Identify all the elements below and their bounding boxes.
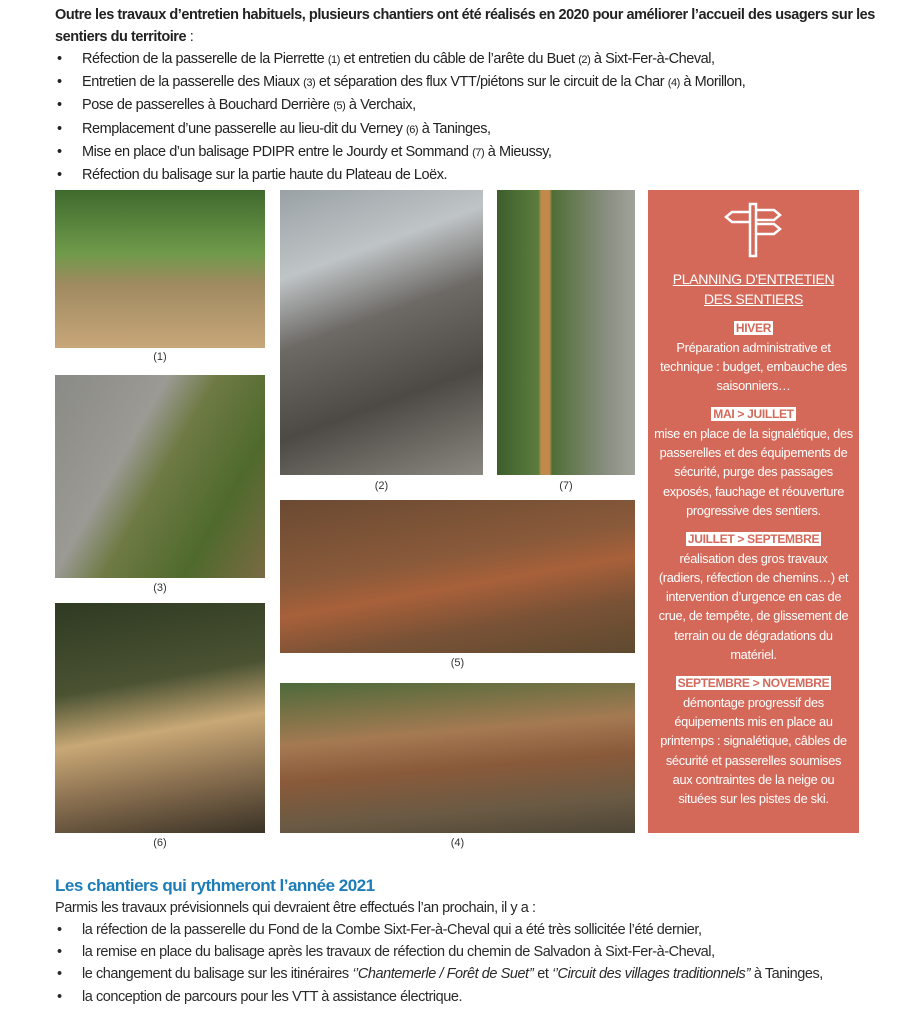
season-label: MAI > JUILLET xyxy=(713,407,794,422)
season-label: JUILLET > SEPTEMBRE xyxy=(687,532,820,547)
season-text: Préparation administrative et technique : budget, embauche des saisonniers… xyxy=(660,339,847,394)
intro-section xyxy=(55,4,875,186)
list-item: • Entretien de la passerelle des Miaux (3) et séparation des flux VTT/piétons sur le circuit de la Char (4) à Morillon, xyxy=(55,71,875,94)
season-text: mise en place de la signalétique, des passerelles et des équipements de sécurité, purge des passages exposés, fauchage et réouverture progressive des sentiers. xyxy=(654,425,853,518)
photo-char-circuit xyxy=(280,683,635,833)
list-item: • Mise en place d’un balisage PDIPR entre le Jourdy et Sommand (7) à Mieussy, xyxy=(55,141,875,164)
photo-miaux-footbridge xyxy=(55,375,265,578)
season-block xyxy=(648,664,859,808)
photo-pierrette-footbridge xyxy=(55,190,265,348)
photo-caption: (2) xyxy=(374,480,389,492)
list-item: • Réfection de la passerelle de la Pierrette (1) et entretien du câble de l’arête du Buet (2) à Sixt-Fer-à-Cheval, xyxy=(55,48,875,71)
photo-verney-footbridge xyxy=(55,603,265,833)
photo-caption: (6) xyxy=(153,837,167,849)
intro-heading-text: Outre les travaux d’entretien habituels, plusieurs chantiers ont été réalisés en 2020 pour améliorer l’accueil des usagers sur les sentiers du territoire xyxy=(55,7,875,45)
planning-title: PLANNING D'ENTRETIEN DES SENTIERS xyxy=(672,271,835,308)
season-block xyxy=(648,520,859,664)
photo-bouchard-footbridge xyxy=(280,500,635,653)
list-item: • Pose de passerelles à Bouchard Derrière (5) à Verchaix, xyxy=(55,94,875,117)
list-item: • la remise en place du balisage après les travaux de réfection du chemin de Salvadon à Sixt-Fer-à-Cheval, xyxy=(55,941,875,963)
season-text: réalisation des gros travaux (radiers, réfection de chemins…) et intervention d’urgence en cas de crue, de tempête, de glissement de terrain ou de dégradations du matériel. xyxy=(658,550,849,663)
outro-list xyxy=(55,919,875,1008)
list-item: • Remplacement d’une passerelle au lieu-dit du Verney (6) à Taninges, xyxy=(55,118,875,141)
season-label: HIVER xyxy=(735,321,772,336)
season-block xyxy=(648,309,859,395)
photo-caption: (5) xyxy=(450,657,465,669)
photo-caption: (3) xyxy=(153,582,167,594)
signpost-icon xyxy=(722,202,786,258)
photo-caption: (1) xyxy=(153,351,167,363)
photo-signpost xyxy=(497,190,635,475)
list-item: • le changement du balisage sur les itinéraires ‘’Chantemerle / Forêt de Suet’’ et ‘’Circuit des villages traditionnels’’ à Taninges, xyxy=(55,963,875,985)
season-label: SEPTEMBRE > NOVEMBRE xyxy=(677,676,830,691)
list-item: • Réfection du balisage sur la partie haute du Plateau de Loëx. xyxy=(55,164,875,186)
photo-caption: (7) xyxy=(559,480,573,492)
list-item: • la réfection de la passerelle du Fond de la Combe Sixt-Fer-à-Cheval qui a été très sollicitée l’été dernier, xyxy=(55,919,875,941)
season-block xyxy=(648,395,859,520)
photo-caption: (4) xyxy=(450,837,465,849)
outro-lead: Parmis les travaux prévisionnels qui devraient être effectués l’an prochain, il y a : xyxy=(55,900,536,916)
intro-list xyxy=(55,48,875,186)
maintenance-planning-box xyxy=(648,190,859,833)
intro-heading xyxy=(55,4,875,48)
list-item: • la conception de parcours pour les VTT à assistance électrique. xyxy=(55,986,875,1008)
outro-section xyxy=(55,897,875,1008)
season-text: démontage progressif des équipements mis en place au printemps : signalétique, câbles de sécurité et passerelles soumises aux contraintes de la neige ou situées sur les pistes de ski. xyxy=(660,694,847,807)
photo-buet-ridge-cable xyxy=(280,190,483,475)
section-heading-2021: Les chantiers qui rythmeront l’année 2021 xyxy=(55,876,375,895)
intro-heading-colon: : xyxy=(186,29,194,45)
